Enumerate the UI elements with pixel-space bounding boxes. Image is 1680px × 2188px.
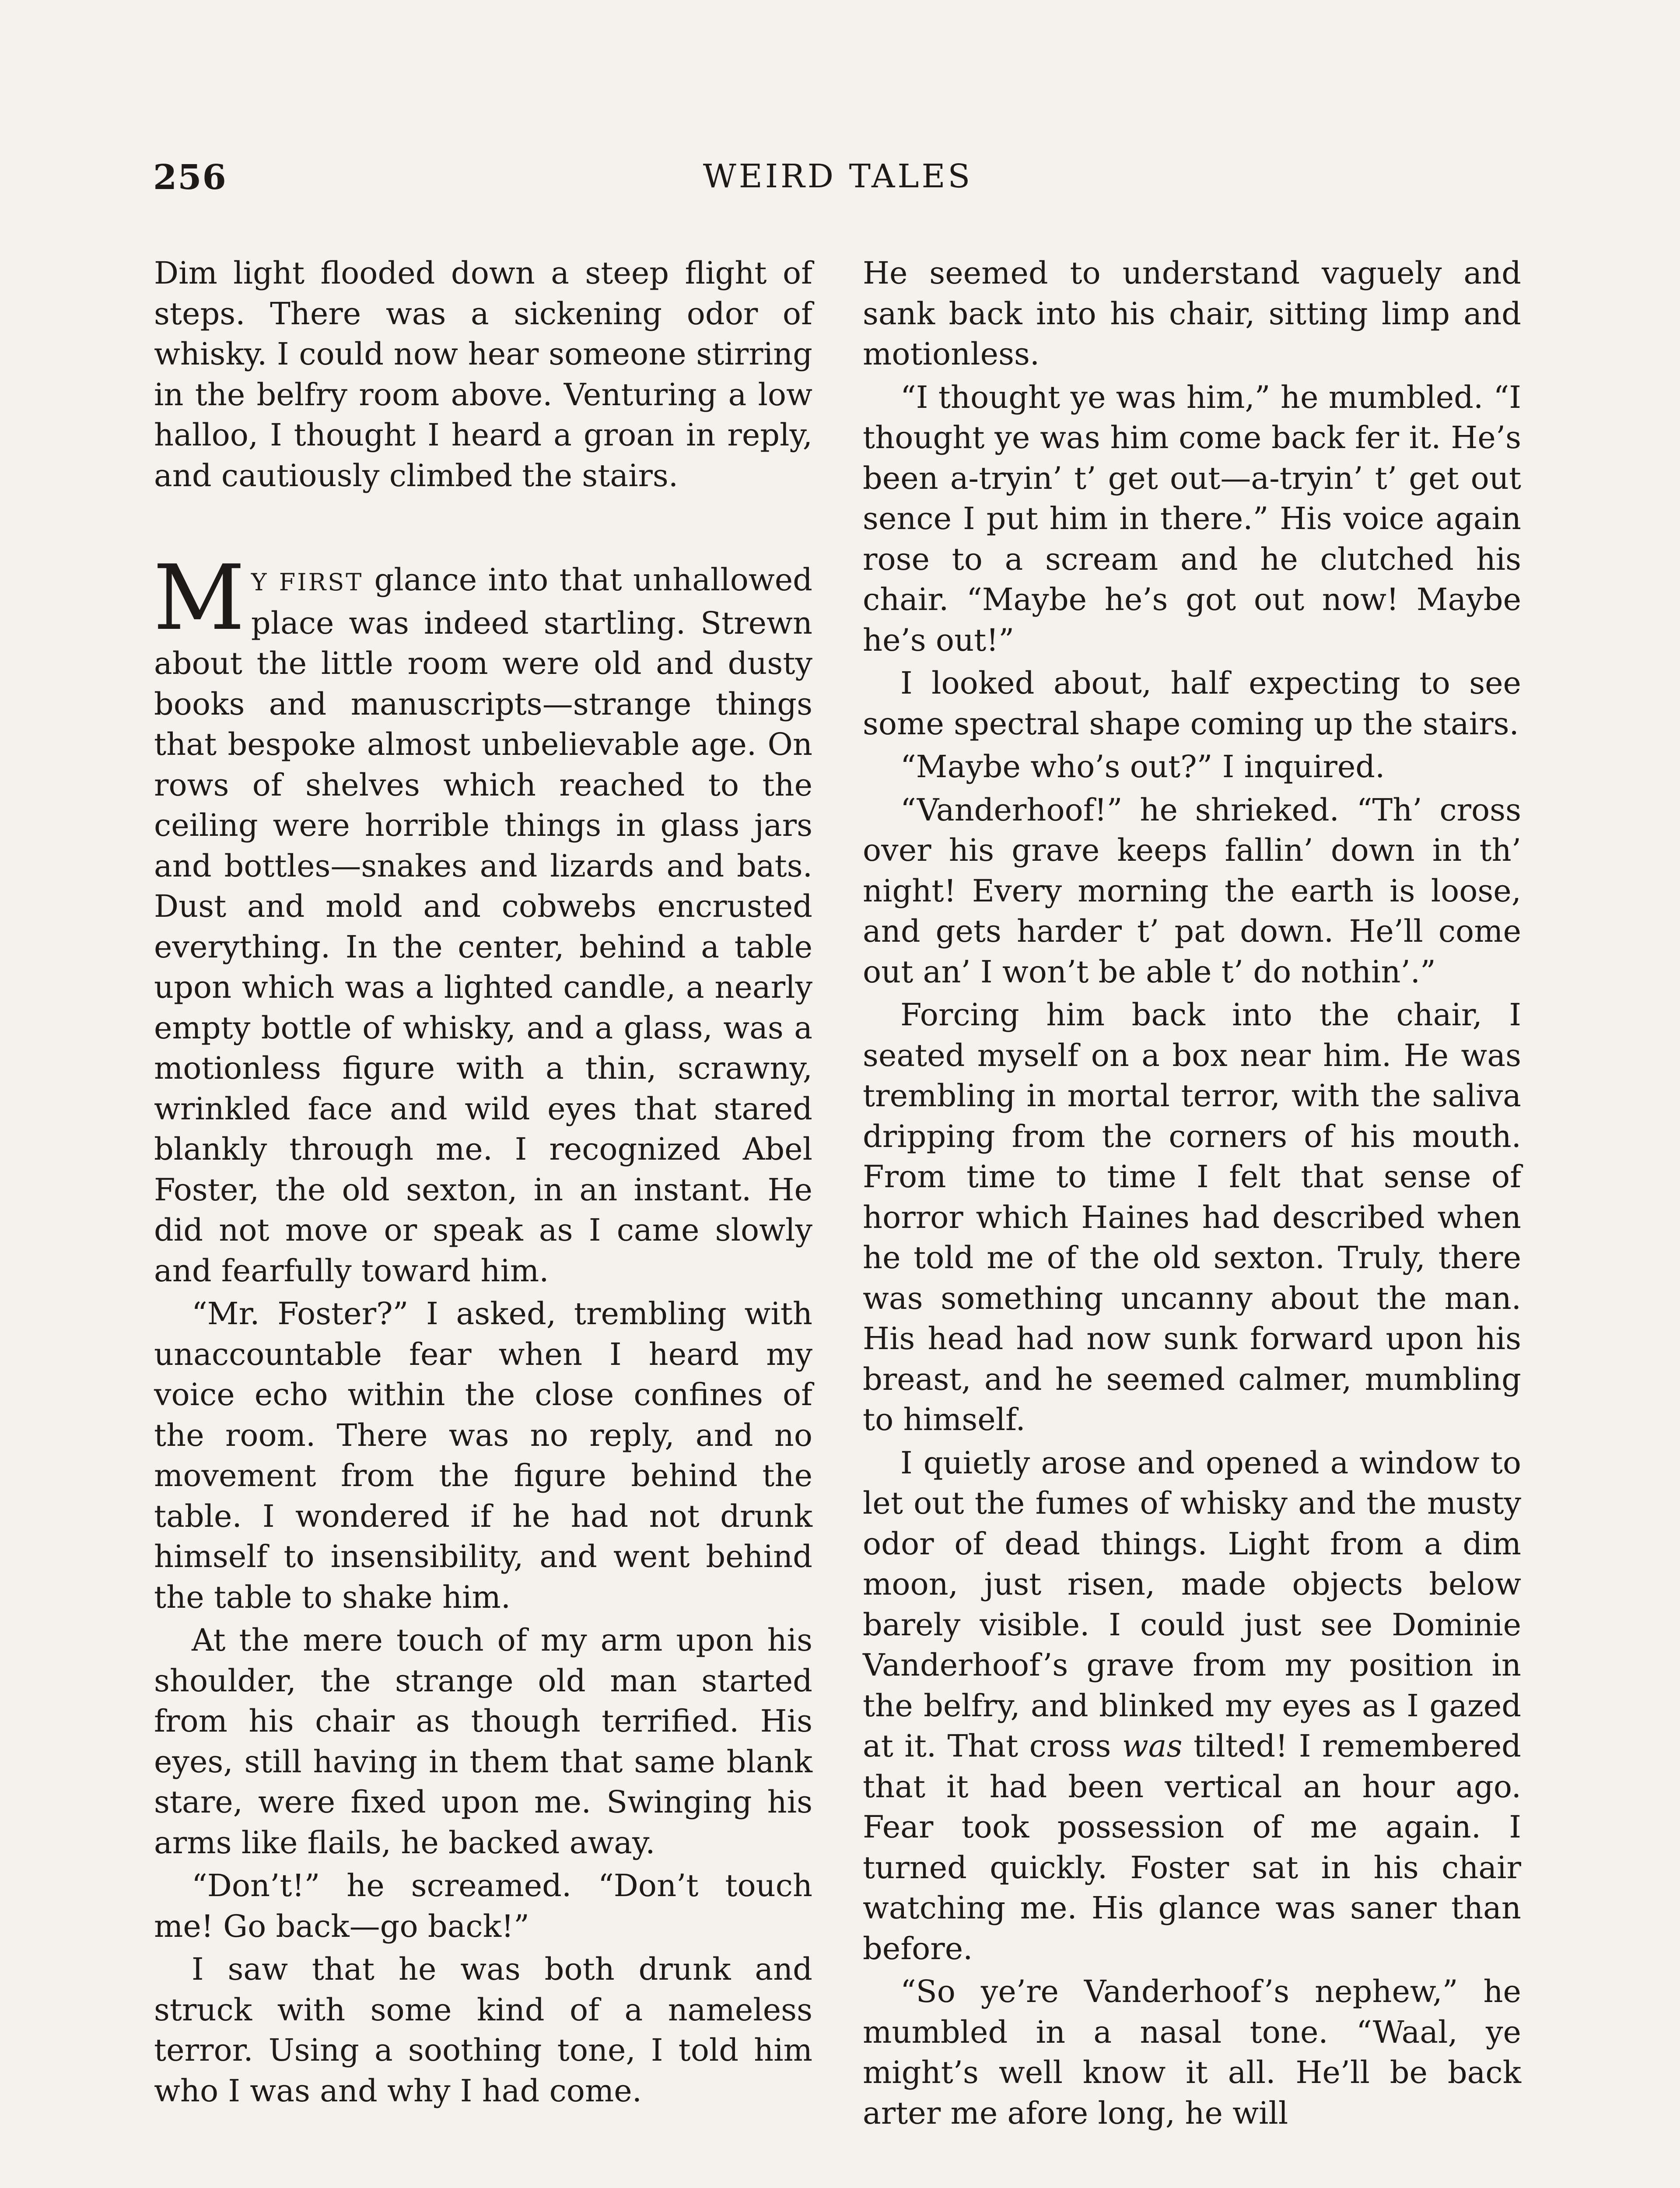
paragraph: He seemed to understand vaguely and sank back into his chair, sitting limp and motionless. (863, 255, 1521, 372)
paragraph: I looked about, half expecting to see some spectral shape coming up the stairs. (863, 665, 1521, 742)
left-column (154, 253, 812, 2114)
paragraph-text: I quietly arose and opened a window to let out the fumes of whisky and the musty odor of dead things. Light from a dim moon, just risen, made objects below barely visible. I could just see Dominie Vanderhoof’s grave from my position in the belfry, and blinked my eyes as I gazed at it. That cross (863, 1445, 1521, 1764)
paragraph-text: tilted! I remembered that it had been vertical an hour ago. Fear took possession of me again. I turned quickly. Foster sat in his chair watching me. His glance was saner than before. (863, 1728, 1521, 1967)
paragraph: “So ye’re Vanderhoof’s nephew,” he mumbled in a nasal tone. “Waal, ye might’s well know it all. He’ll be back arter me afore long, he will (863, 1974, 1521, 2131)
small-caps-lead: Y FIRST (251, 568, 364, 596)
drop-cap: M (153, 546, 245, 650)
section-break (154, 498, 812, 560)
italic-word: was (1122, 1728, 1183, 1764)
paragraph (863, 1443, 1521, 1969)
paragraph: Dim light flooded down a steep flight of steps. There was a sickening odor of whisky. I could now hear someone stirring in the belfry room above. Venturing a low halloo, I thought I heard a groan in reply, and cautiously climbed the stairs. (154, 255, 812, 494)
paragraph: “Vanderhoof!” he shrieked. “Th’ cross over his grave keeps fallin’ down in th’ night! Every morning the earth is loose, and gets harder t’ pat down. He’ll come out an’ I won’t be able t’ do nothin’.” (863, 792, 1521, 990)
page-number: 256 (153, 158, 227, 197)
right-column (863, 253, 1521, 2136)
paragraph: Forcing him back into the chair, I seated myself on a box near him. He was trembling in mortal terror, with the saliva dripping from the corners of his mouth. From time to time I felt that sense of horror which Haines had described when he told me of the old sexton. Truly, there was something uncanny about the man. His head had now sunk forward upon his breast, and he seemed calmer, mumbling to himself. (863, 997, 1521, 1438)
running-title: WEIRD TALES (703, 158, 973, 195)
paragraph-text: glance into that unhallowed place was indeed startling. Strewn about the little room were old and dusty books and manuscripts—strange things that bespoke almost unbelievable age. On rows of shelves which reached to the ceiling were horrible things in glass jars and bottles—snakes and lizards and bats. Dust and mold and cobwebs encrusted everything. In the center, behind a table upon which was a lighted candle, a nearly empty bottle of whisky, and a glass, was a motionless figure with a thin, scrawny, wrinkled face and wild eyes that stared blankly through me. I recognized Abel Foster, the old sexton, in an instant. He did not move or speak as I came slowly and fearfully toward him. (154, 562, 812, 1289)
paragraph: “Maybe who’s out?” I inquired. (900, 749, 1385, 785)
section-opening-paragraph (153, 546, 812, 1291)
paragraph: At the mere touch of my arm upon his shoulder, the strange old man started from his chair as though terrified. His eyes, still having in them that same blank stare, were fixed upon me. Swinging his arms like flails, he backed away. (154, 1622, 812, 1861)
paragraph: “I thought ye was him,” he mumbled. “I thought ye was him come back fer it. He’s been a-tryin’ t’ get out—a-tryin’ t’ get out sence I put him in there.” His voice again rose to a scream and he clutched his chair. “Maybe he’s got out now! Maybe he’s out!” (863, 379, 1521, 658)
page-header (153, 158, 1522, 206)
paragraph: “Mr. Foster?” I asked, trembling with unaccountable fear when I heard my voice echo within the close confines of the room. There was no reply, and no movement from the figure behind the table. I wondered if he had not drunk himself to insensibility, and went behind the table to shake him. (154, 1296, 812, 1615)
paragraph: “Don’t!” he screamed. “Don’t touch me! Go back—go back!” (154, 1868, 812, 1944)
paragraph: I saw that he was both drunk and struck with some kind of a nameless terror. Using a soothing tone, I told him who I was and why I had come. (154, 1951, 812, 2109)
